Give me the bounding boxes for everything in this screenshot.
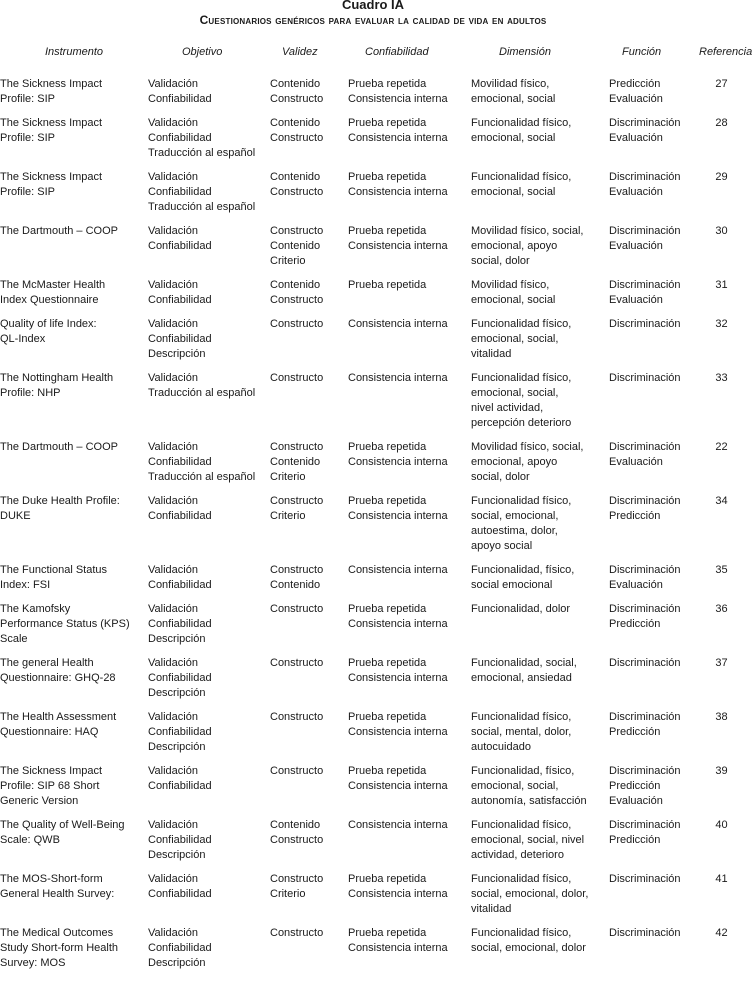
cell-referencia: 34 (715, 495, 728, 507)
table-row (0, 317, 746, 371)
cell-validez: Constructo (270, 657, 324, 669)
cell-instrumento: The Kamofsky Performance Status (KPS) Scale (0, 603, 130, 645)
cell-dimension: Funcionalidad físico, emocional, social, vitalidad (471, 318, 572, 360)
cell-funcion: Discriminación (609, 927, 681, 939)
cell-instrumento: Quality of life Index: QL-Index (0, 318, 97, 345)
table-row (0, 170, 746, 224)
cell-referencia: 40 (715, 819, 728, 831)
cell-objetivo: Validación Confiabilidad Descripción (148, 927, 212, 969)
cell-confiabilidad: Prueba repetida (348, 279, 427, 291)
cell-instrumento: The Duke Health Profile: DUKE (0, 495, 120, 522)
cell-confiabilidad: Prueba repetida Consistencia interna (348, 657, 448, 684)
cell-dimension: Funcionalidad físico, emocional, social (471, 171, 572, 198)
cell-funcion: Discriminación Evaluación (609, 171, 681, 198)
table-subtitle: Cuestionarios genéricos para evaluar la calidad de vida en adultos (199, 13, 547, 27)
cell-dimension: Funcionalidad físico, social, mental, dolor, autocuidado (471, 711, 572, 753)
cell-validez: Constructo Contenido Criterio (270, 225, 324, 267)
cell-funcion: Discriminación Predicción Evaluación (609, 765, 681, 807)
cell-funcion: Predicción Evaluación (609, 78, 663, 105)
cell-funcion: Discriminación Evaluación (609, 279, 681, 306)
cell-dimension: Funcionalidad físico, social, emocional, dolor, vitalidad (471, 873, 589, 915)
header-dimension: Dimensión (499, 46, 551, 58)
cell-validez: Constructo (270, 318, 324, 330)
cell-instrumento: The McMaster Health Index Questionnaire (0, 279, 106, 306)
cell-validez: Constructo Contenido Criterio (270, 441, 324, 483)
cell-instrumento: The Sickness Impact Profile: SIP (0, 117, 103, 144)
cell-funcion: Discriminación Predicción (609, 495, 681, 522)
cell-confiabilidad: Consistencia interna (348, 819, 448, 831)
cell-dimension: Funcionalidad físico, social, emocional, dolor (471, 927, 586, 954)
table-row (0, 77, 746, 116)
table-row (0, 818, 746, 872)
cell-dimension: Funcionalidad físico, social, emocional, autoestima, dolor, apoyo social (471, 495, 572, 552)
cell-funcion: Discriminación Evaluación (609, 441, 681, 468)
cell-funcion: Discriminación (609, 318, 681, 330)
cell-objetivo: Validación Traducción al español (148, 372, 256, 399)
cell-dimension: Funcionalidad físico, emocional, social (471, 117, 572, 144)
cell-dimension: Funcionalidad, social, emocional, ansiedad (471, 657, 577, 684)
table-row (0, 656, 746, 710)
cell-funcion: Discriminación Predicción (609, 603, 681, 630)
cell-dimension: Funcionalidad, físico, social emocional (471, 564, 575, 591)
cell-objetivo: Validación Confiabilidad Descripción (148, 819, 212, 861)
table-row (0, 278, 746, 317)
cell-confiabilidad: Prueba repetida Consistencia interna (348, 927, 448, 954)
cell-confiabilidad: Prueba repetida Consistencia interna (348, 873, 448, 900)
header-objetivo: Objetivo (182, 46, 223, 58)
header-validez: Validez (282, 46, 318, 58)
table-row (0, 602, 746, 656)
cell-instrumento: The Functional Status Index: FSI (0, 564, 108, 591)
cell-validez: Contenido Constructo (270, 279, 324, 306)
cell-instrumento: The Sickness Impact Profile: SIP (0, 171, 103, 198)
cell-funcion: Discriminación Evaluación (609, 117, 681, 144)
cell-instrumento: The Sickness Impact Profile: SIP 68 Short Generic Version (0, 765, 103, 807)
cell-referencia: 33 (715, 372, 728, 384)
cell-validez: Constructo (270, 372, 324, 384)
cell-confiabilidad: Prueba repetida Consistencia interna (348, 441, 448, 468)
cell-referencia: 35 (715, 564, 728, 576)
cell-confiabilidad: Prueba repetida Consistencia interna (348, 495, 448, 522)
cell-validez: Constructo (270, 603, 324, 615)
cell-objetivo: Validación Confiabilidad (148, 78, 212, 105)
cell-funcion: Discriminación (609, 372, 681, 384)
cell-objetivo: Validación Confiabilidad Traducción al español (148, 117, 256, 159)
cell-objetivo: Validación Confiabilidad Traducción al español (148, 441, 256, 483)
cell-instrumento: The Health Assessment Questionnaire: HAQ (0, 711, 117, 738)
cell-confiabilidad: Prueba repetida Consistencia interna (348, 765, 448, 792)
table-row (0, 710, 746, 764)
table-row (0, 494, 746, 563)
cell-validez: Constructo (270, 711, 324, 723)
cell-dimension: Funcionalidad físico, emocional, social, nivel actividad, deterioro (471, 819, 585, 861)
cell-referencia: 22 (715, 441, 728, 453)
cell-instrumento: The Dartmouth – COOP (0, 441, 118, 453)
cell-objetivo: Validación Confiabilidad Descripción (148, 657, 212, 699)
cell-referencia: 32 (715, 318, 728, 330)
table-row (0, 116, 746, 170)
cell-confiabilidad: Prueba repetida Consistencia interna (348, 78, 448, 105)
cell-validez: Contenido Constructo (270, 819, 324, 846)
cell-referencia: 38 (715, 711, 728, 723)
table-row (0, 440, 746, 494)
cell-referencia: 39 (715, 765, 728, 777)
table-row (0, 926, 746, 980)
cell-funcion: Discriminación (609, 873, 681, 885)
cell-validez: Constructo Criterio (270, 495, 324, 522)
cell-objetivo: Validación Confiabilidad (148, 765, 212, 792)
cell-dimension: Funcionalidad, dolor (471, 603, 571, 615)
cell-confiabilidad: Consistencia interna (348, 372, 448, 384)
cell-instrumento: The MOS-Short-form General Health Survey: (0, 873, 115, 900)
cell-objetivo: Validación Confiabilidad Descripción (148, 711, 212, 753)
header-row (0, 40, 746, 77)
header-confiabilidad: Confiabilidad (365, 46, 429, 58)
cell-dimension: Funcionalidad físico, emocional, social, nivel actividad, percepción deterioro (471, 372, 572, 429)
cell-objetivo: Validación Confiabilidad (148, 873, 212, 900)
cell-objetivo: Validación Confiabilidad (148, 225, 212, 252)
cell-referencia: 42 (715, 927, 728, 939)
cell-funcion: Discriminación Predicción (609, 711, 681, 738)
cell-referencia: 27 (715, 78, 728, 90)
cell-validez: Constructo (270, 765, 324, 777)
cell-dimension: Movilidad físico, social, emocional, apoyo social, dolor (471, 441, 584, 483)
cell-referencia: 29 (715, 171, 728, 183)
cell-validez: Contenido Constructo (270, 117, 324, 144)
cell-objetivo: Validación Confiabilidad Traducción al español (148, 171, 256, 213)
table-row (0, 563, 746, 602)
cell-validez: Constructo Criterio (270, 873, 324, 900)
header-referencia: Referencia (699, 46, 752, 58)
cell-dimension: Movilidad físico, social, emocional, apoyo social, dolor (471, 225, 584, 267)
table-row (0, 872, 746, 926)
cell-confiabilidad: Prueba repetida Consistencia interna (348, 117, 448, 144)
cell-instrumento: The general Health Questionnaire: GHQ-28 (0, 657, 116, 684)
cell-confiabilidad: Prueba repetida Consistencia interna (348, 603, 448, 630)
cell-instrumento: The Nottingham Health Profile: NHP (0, 372, 114, 399)
cell-instrumento: The Quality of Well-Being Scale: QWB (0, 819, 125, 846)
table-row (0, 371, 746, 440)
cell-referencia: 30 (715, 225, 728, 237)
questionnaire-table (0, 40, 752, 980)
cell-referencia: 31 (715, 279, 728, 291)
cell-confiabilidad: Prueba repetida Consistencia interna (348, 711, 448, 738)
cell-instrumento: The Medical Outcomes Study Short-form Health Survey: MOS (0, 927, 118, 969)
cell-funcion: Discriminación Predicción (609, 819, 681, 846)
cell-instrumento: The Dartmouth – COOP (0, 225, 118, 237)
cell-confiabilidad: Consistencia interna (348, 564, 448, 576)
cell-validez: Constructo Contenido (270, 564, 324, 591)
cell-funcion: Discriminación Evaluación (609, 564, 681, 591)
cell-dimension: Movilidad físico, emocional, social (471, 279, 556, 306)
cell-referencia: 36 (715, 603, 728, 615)
cell-objetivo: Validación Confiabilidad Descripción (148, 603, 212, 645)
table-title: Cuadro IA (341, 0, 405, 12)
cell-objetivo: Validación Confiabilidad (148, 495, 212, 522)
cell-instrumento: The Sickness Impact Profile: SIP (0, 78, 103, 105)
cell-validez: Constructo (270, 927, 324, 939)
cell-validez: Contenido Constructo (270, 78, 324, 105)
cell-confiabilidad: Prueba repetida Consistencia interna (348, 171, 448, 198)
cell-objetivo: Validación Confiabilidad (148, 279, 212, 306)
header-funcion: Función (622, 46, 662, 58)
cell-dimension: Funcionalidad, físico, emocional, social, autonomía, satisfacción (471, 765, 587, 807)
cell-validez: Contenido Constructo (270, 171, 324, 198)
cell-objetivo: Validación Confiabilidad Descripción (148, 318, 212, 360)
cell-funcion: Discriminación (609, 657, 681, 669)
cell-referencia: 37 (715, 657, 728, 669)
cell-funcion: Discriminación Evaluación (609, 225, 681, 252)
header-instrumento: Instrumento (44, 46, 104, 58)
cell-referencia: 41 (715, 873, 728, 885)
table-row (0, 224, 746, 278)
table-row (0, 764, 746, 818)
cell-dimension: Movilidad físico, emocional, social (471, 78, 556, 105)
cell-objetivo: Validación Confiabilidad (148, 564, 212, 591)
cell-confiabilidad: Prueba repetida Consistencia interna (348, 225, 448, 252)
cell-confiabilidad: Consistencia interna (348, 318, 448, 330)
cell-referencia: 28 (715, 117, 728, 129)
